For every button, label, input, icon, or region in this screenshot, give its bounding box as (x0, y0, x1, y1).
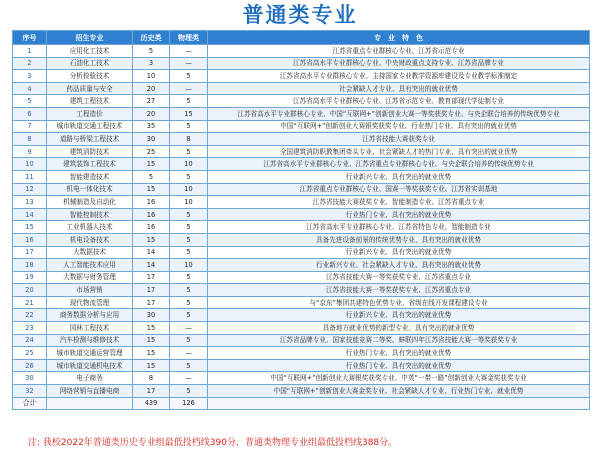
cell-physics: 5 (170, 221, 208, 234)
cell-feature: 江苏省技能大赛获奖专业 (208, 133, 590, 146)
cell-history: 5 (133, 170, 170, 183)
cell-feature: 行业热门专业、具有突出的就业优势 (208, 208, 590, 221)
cell-physics: — (170, 57, 208, 70)
cell-major: 道路与桥梁工程技术 (47, 133, 133, 146)
cell-history: 16 (133, 221, 170, 234)
cell-major: 大数据与财务管理 (47, 271, 133, 284)
cell-physics: 5 (170, 170, 208, 183)
cell-no: 32 (13, 385, 47, 398)
table-row (13, 221, 590, 234)
total-history: 439 (133, 397, 170, 410)
cell-major: 药品质量与安全 (47, 82, 133, 95)
table-row (13, 82, 590, 95)
cell-history: 30 (133, 309, 170, 322)
table-row (13, 271, 590, 284)
cell-major: 城市轨道交通运营管理 (47, 347, 133, 360)
cell-physics: — (170, 347, 208, 360)
cell-no: 19 (13, 271, 47, 284)
cell-no: 22 (13, 309, 47, 322)
cell-feature: 行业新兴专业、具有突出的就业优势 (208, 170, 590, 183)
cell-physics: 5 (170, 334, 208, 347)
cell-physics: 15 (170, 107, 208, 120)
cell-feature: 江苏省品牌专业、国家技能竞赛二等奖、蚌联四年江苏省技能大赛一等奖获奖专业 (208, 334, 590, 347)
cell-no: 13 (13, 196, 47, 209)
cell-history: 30 (133, 133, 170, 146)
cell-physics: 10 (170, 158, 208, 171)
table-row (13, 372, 590, 385)
cell-feature: 江苏省重点专业群核心专业、江苏省示范专业 (208, 45, 590, 58)
total-spacer (47, 397, 133, 410)
cell-no: 15 (13, 221, 47, 234)
cell-physics: 5 (170, 246, 208, 259)
cell-history: 27 (133, 95, 170, 108)
cell-no: 21 (13, 296, 47, 309)
cell-no: 6 (13, 107, 47, 120)
cell-major: 园林工程技术 (47, 322, 133, 335)
cell-no: 20 (13, 284, 47, 297)
cell-no: 9 (13, 145, 47, 158)
cell-major: 城市轨道交通机电技术 (47, 359, 133, 372)
total-physics: 126 (170, 397, 208, 410)
cell-history: 17 (133, 284, 170, 297)
cell-no: 23 (13, 322, 47, 335)
cell-history: 3 (133, 57, 170, 70)
cell-history: 15 (133, 322, 170, 335)
cell-physics: — (170, 372, 208, 385)
total-label: 合计 (13, 397, 47, 410)
table-row (13, 107, 590, 120)
table-row (13, 233, 590, 246)
cell-history: 17 (133, 296, 170, 309)
header-no: 序号 (13, 31, 47, 45)
table-row (13, 334, 590, 347)
table-header-row (13, 31, 590, 45)
cell-major: 人工智能技术应用 (47, 259, 133, 272)
table-row (13, 183, 590, 196)
total-feature (208, 397, 590, 410)
cell-physics: 5 (170, 284, 208, 297)
cell-major: 应用化工技术 (47, 45, 133, 58)
cell-feature: 行业新兴专业、社会紧缺人才专业、具有突出的就业优势 (208, 259, 590, 272)
cell-major: 汽车检测与维修技术 (47, 334, 133, 347)
cell-physics: — (170, 322, 208, 335)
cell-feature: 与“京东”集团共建特色优势专业、省级在线开发课程建设专业 (208, 296, 590, 309)
table-row (13, 70, 590, 83)
cell-major: 机械制造及自动化 (47, 196, 133, 209)
cell-history: 15 (133, 334, 170, 347)
table-row (13, 259, 590, 272)
majors-table (12, 30, 590, 410)
cell-history: 15 (133, 359, 170, 372)
cell-history: 25 (133, 145, 170, 158)
cell-major: 商务数据分析与应用 (47, 309, 133, 322)
cell-feature: 中国“互联网+”创新创业大赛银奖获奖专业、中英“一带一路”创新创业大赛金奖获奖专业 (208, 372, 590, 385)
cell-physics: 5 (170, 145, 208, 158)
table-row (13, 296, 590, 309)
cell-history: 17 (133, 271, 170, 284)
cell-major: 石油化工技术 (47, 57, 133, 70)
cell-no: 18 (13, 259, 47, 272)
cell-no: 14 (13, 208, 47, 221)
cell-no: 24 (13, 334, 47, 347)
cell-no: 1 (13, 45, 47, 58)
cell-history: 16 (133, 208, 170, 221)
cell-physics: 8 (170, 133, 208, 146)
cell-major: 建筑消防技术 (47, 145, 133, 158)
cell-feature: 行业新兴专业、具有突出的就业优势 (208, 246, 590, 259)
cell-major: 电子商务 (47, 372, 133, 385)
cell-physics: 5 (170, 70, 208, 83)
cell-no: 4 (13, 82, 47, 95)
header-physics: 物理类 (170, 31, 208, 45)
cell-feature: 中国“互联网+”创新创业大赛银奖获奖专业、行业热门专业、具有突出的就业优势 (208, 120, 590, 133)
cell-major: 市场营销 (47, 284, 133, 297)
table-row (13, 57, 590, 70)
cell-no: 25 (13, 347, 47, 360)
table-row (13, 347, 590, 360)
cell-physics: 5 (170, 233, 208, 246)
cell-history: 20 (133, 82, 170, 95)
cell-no: 5 (13, 95, 47, 108)
cell-physics: 5 (170, 309, 208, 322)
cell-no: 12 (13, 183, 47, 196)
table-row (13, 359, 590, 372)
header-major: 招生专业 (47, 31, 133, 45)
cell-feature: 具备地方就业优势的新型专业、具有突出的就业优势 (208, 322, 590, 335)
cell-history: 15 (133, 183, 170, 196)
cell-no: 3 (13, 70, 47, 83)
cell-feature: 行业热门专业、具有突出的就业优势 (208, 359, 590, 372)
cell-history: 10 (133, 70, 170, 83)
cell-no: 10 (13, 158, 47, 171)
table-row (13, 208, 590, 221)
cell-no: 8 (13, 133, 47, 146)
cell-feature: 江苏省重点专业群核心专业、国赛一等奖获奖专业、江苏省实训基地 (208, 183, 590, 196)
table-row (13, 246, 590, 259)
cell-history: 35 (133, 120, 170, 133)
cell-physics: 5 (170, 271, 208, 284)
cell-feature: 江苏省技能大赛获奖专业、智能制造专业、江苏省重点专业 (208, 196, 590, 209)
cell-major: 机电一体化技术 (47, 183, 133, 196)
header-history: 历史类 (133, 31, 170, 45)
cell-history: 14 (133, 259, 170, 272)
cell-feature: 全国建筑消防职教集团牵头专业、社会紧缺人才的热门专业、具有突出的就业优势 (208, 145, 590, 158)
cell-history: 15 (133, 347, 170, 360)
cell-feature: 具备先进设备前景的传统优势专业、具有突出的就业优势 (208, 233, 590, 246)
cell-physics: 5 (170, 208, 208, 221)
cell-physics: — (170, 82, 208, 95)
cell-feature: 江苏省高水平专业群核心专业、江苏省示范专业、教育部现代学徒制专业 (208, 95, 590, 108)
cell-major: 建筑装饰工程技术 (47, 158, 133, 171)
cell-no: 17 (13, 246, 47, 259)
table-row (13, 120, 590, 133)
cell-physics: 5 (170, 385, 208, 398)
cell-physics: 10 (170, 259, 208, 272)
cell-no: 16 (13, 233, 47, 246)
cell-history: 17 (133, 385, 170, 398)
table-row (13, 158, 590, 171)
footnote: 注: 我校2022年普通类历史专业组最低投档线390分，普通类物理专业组最低投档线388分。 (28, 438, 398, 448)
cell-physics: 5 (170, 359, 208, 372)
cell-feature: 行业热门专业、具有突出的就业优势 (208, 347, 590, 360)
cell-feature: 江苏省高水平专业群核心专业、中国“互联网+”创新创业大赛一等奖获奖专业、与央企联合培养的传统优势专业 (208, 107, 590, 120)
cell-no: 26 (13, 359, 47, 372)
total-row (13, 397, 590, 410)
header-feature: 专 业 特 色 (208, 31, 590, 45)
cell-feature: 中国“互联网+”创新创业大赛金奖专业、社会紧缺人才专业、行业热门专业、就业优势 (208, 385, 590, 398)
cell-history: 16 (133, 196, 170, 209)
cell-feature: 江苏省高水平专业群核心专业、中央财政重点支持专业、江苏省品牌专业 (208, 57, 590, 70)
cell-history: 5 (133, 45, 170, 58)
cell-feature: 江苏省高水平专业群核心专业、江苏省特色专业、智能制造专业 (208, 221, 590, 234)
cell-major: 智能建造技术 (47, 170, 133, 183)
table-row (13, 284, 590, 297)
table-row (13, 45, 590, 58)
cell-no: 2 (13, 57, 47, 70)
table-body (13, 45, 590, 410)
cell-history: 8 (133, 372, 170, 385)
cell-major: 工程造价 (47, 107, 133, 120)
cell-physics: 5 (170, 95, 208, 108)
cell-history: 20 (133, 107, 170, 120)
cell-major: 网络营销与直播电商 (47, 385, 133, 398)
cell-physics: 5 (170, 120, 208, 133)
cell-major: 现代物流管理 (47, 296, 133, 309)
cell-no: 7 (13, 120, 47, 133)
cell-major: 智能控制技术 (47, 208, 133, 221)
cell-physics: — (170, 45, 208, 58)
cell-feature: 江苏省高水平专业群核心专业、江苏省重点专业群核心专业、与央企联合培养的传统优势专业 (208, 158, 590, 171)
cell-major: 大数据技术 (47, 246, 133, 259)
cell-history: 15 (133, 158, 170, 171)
table-row (13, 95, 590, 108)
cell-feature: 江苏省技能大赛一等奖获奖专业、江苏省重点专业 (208, 271, 590, 284)
cell-physics: 10 (170, 183, 208, 196)
table-row (13, 385, 590, 398)
table-row (13, 170, 590, 183)
cell-no: 11 (13, 170, 47, 183)
cell-major: 工业机器人技术 (47, 221, 133, 234)
cell-history: 15 (133, 233, 170, 246)
cell-feature: 江苏省高水平专业群核心专业、主持国家专业教学资源库建设及专业教学标准制定 (208, 70, 590, 83)
table-row (13, 196, 590, 209)
cell-feature: 江苏省技能大赛一等奖获奖专业、江苏省重点专业 (208, 284, 590, 297)
cell-feature: 行业新兴专业、具有突出的就业优势 (208, 309, 590, 322)
table-row (13, 133, 590, 146)
cell-physics: 5 (170, 296, 208, 309)
page-title: 普通类专业 (242, 3, 358, 27)
cell-major: 机电设备技术 (47, 233, 133, 246)
cell-history: 14 (133, 246, 170, 259)
cell-physics: 10 (170, 196, 208, 209)
table-row (13, 145, 590, 158)
cell-no: 30 (13, 372, 47, 385)
cell-major: 建筑工程技术 (47, 95, 133, 108)
table-row (13, 309, 590, 322)
cell-feature: 社会紧缺人才专业、具有突出的就业优势 (208, 82, 590, 95)
table-row (13, 322, 590, 335)
cell-major: 分析检验技术 (47, 70, 133, 83)
cell-major: 城市轨道交通工程技术 (47, 120, 133, 133)
